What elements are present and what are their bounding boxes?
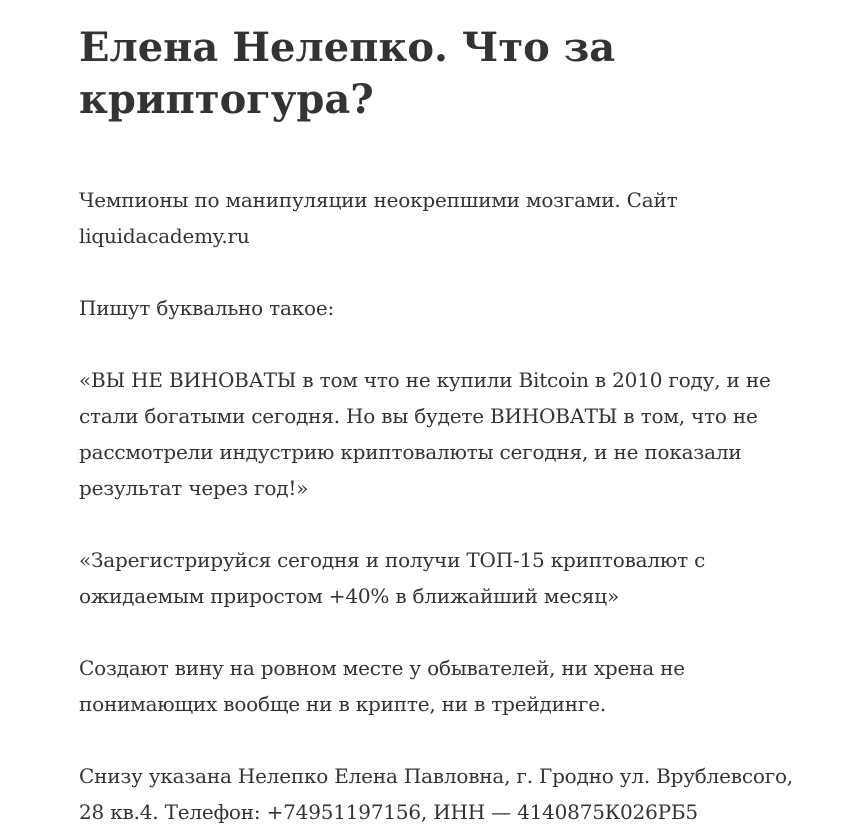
paragraph-comment xyxy=(79,650,819,722)
paragraph-line: Чемпионы по манипуляции неокрепшими мозгами. Сайт xyxy=(79,188,678,212)
paragraph-line: Снизу указана Нелепко Елена Павловна, г. Гродно ул. Врублевсого, xyxy=(79,764,793,788)
title-line: Елена Нелепко. Что за xyxy=(79,24,616,71)
paragraph-line: стали богатыми сегодня. Но вы будете ВИНОВАТЫ в том, что не xyxy=(79,404,758,428)
paragraph-quote-1 xyxy=(79,362,819,506)
paragraph-line: понимающих вообще ни в крипте, ни в трейдинге. xyxy=(79,692,606,716)
paragraph-line: liquidacademy.ru xyxy=(79,224,250,248)
paragraph-contact xyxy=(79,758,819,830)
paragraph-intro xyxy=(79,182,819,254)
paragraph-quote-intro xyxy=(79,290,819,326)
article xyxy=(79,0,819,830)
paragraph-line: Пишут буквально такое: xyxy=(79,296,335,320)
paragraph-line: 28 кв.4. Телефон: +74951197156, ИНН — 4140875К026РБ5 xyxy=(79,800,698,824)
paragraph-line: рассмотрели индустрию криптовалюты сегодня, и не показали xyxy=(79,440,742,464)
paragraph-line: ожидаемым приростом +40% в ближайший месяц» xyxy=(79,584,619,608)
paragraph-quote-2 xyxy=(79,542,819,614)
article-body xyxy=(79,182,819,830)
title-line: криптогура? xyxy=(79,76,374,123)
paragraph-line: «Зарегистрируйся сегодня и получи ТОП-15 криптовалют с xyxy=(79,548,706,572)
paragraph-line: Создают вину на ровном месте у обывателей, ни хрена не xyxy=(79,656,685,680)
paragraph-line: результат через год!» xyxy=(79,476,309,500)
page-title xyxy=(79,22,819,126)
paragraph-line: «ВЫ НЕ ВИНОВАТЫ в том что не купили Bitcoin в 2010 году, и не xyxy=(79,368,771,392)
